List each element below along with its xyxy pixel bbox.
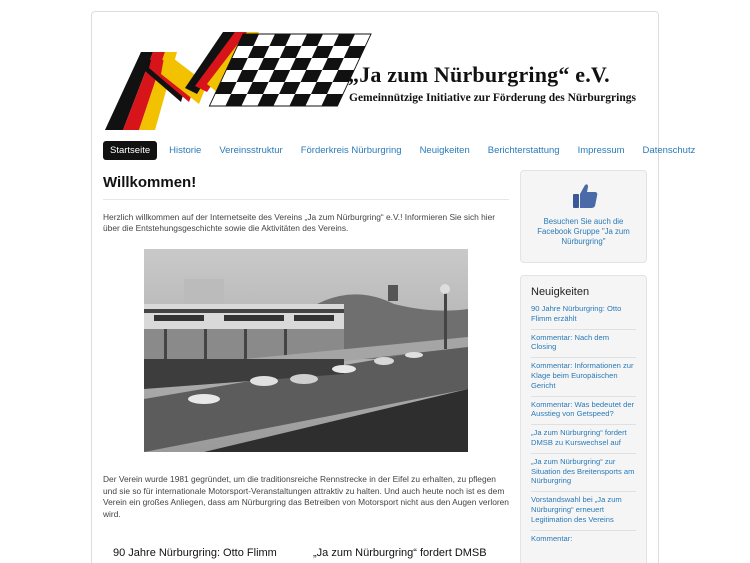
page-title: Willkommen! — [103, 174, 197, 191]
teaser-dmsb[interactable]: „Ja zum Nürburgring“ fordert DMSB — [313, 547, 487, 559]
news-item[interactable]: Kommentar: Was bedeutet der Ausstieg von Getspeed? — [531, 396, 636, 420]
news-title: Neuigkeiten — [531, 286, 590, 298]
news-item[interactable]: Kommentar: — [531, 530, 636, 544]
race-start-image — [144, 249, 468, 452]
facebook-link-text[interactable]: Besuchen Sie auch die Facebook Gruppe "Ja zum Nürburgring" — [537, 217, 630, 246]
news-item[interactable]: „Ja zum Nürburgring“ zur Situation des Breitensports am Nürburgring — [531, 453, 636, 486]
teaser-otto-flimm[interactable]: 90 Jahre Nürburgring: Otto Flimm — [113, 547, 277, 559]
nav-item-startseite[interactable]: Startseite — [103, 141, 157, 160]
news-item[interactable]: „Ja zum Nürburgring“ fordert DMSB zu Kurswechsel auf — [531, 424, 636, 448]
nav-item-impressum[interactable]: Impressum — [577, 145, 625, 156]
nav-item-neuigkeiten[interactable]: Neuigkeiten — [419, 145, 470, 156]
nav-item-foerderkreis[interactable]: Förderkreis Nürburgring — [300, 145, 402, 156]
intro-text: Herzlich willkommen auf der Internetseite des Vereins „Ja zum Nürburgring“ e.V.! Informieren Sie sich hier über die Entstehungsgeschichte sowie die Aktivitäten des Vereins. — [103, 212, 496, 233]
article-teasers — [113, 547, 509, 559]
news-item[interactable]: 90 Jahre Nürburgring: Otto Flimm erzählt — [531, 304, 622, 323]
news-item[interactable]: Kommentar: Nach dem Closing — [531, 329, 636, 353]
news-item[interactable]: Vorstandswahl bei „Ja zum Nürburgring“ erneuert Legitimation des Vereins — [531, 491, 636, 524]
body-text: Der Verein wurde 1981 gegründet, um die traditionsreiche Rennstrecke in der Eifel zu erhalten, zu pflegen und sie so für internationale Motorsport-Veranstaltungen attraktiv zu halten. Und auch heute noch ist es dem Verein ein großes Anliegen, dass am Nürburgring das Betreiben von Motorsport nicht aus den Augen verloren wird. — [103, 474, 509, 519]
title-divider — [103, 199, 509, 200]
news-item[interactable]: Kommentar: Informationen zur Klage beim Europäischen Gericht — [531, 357, 636, 390]
site-subtitle: Gemeinnützige Initiative zur Förderung des Nürburgrings — [349, 92, 636, 104]
main-nav — [103, 141, 713, 160]
news-box — [520, 275, 647, 563]
news-list — [531, 304, 636, 543]
main-content — [103, 174, 509, 559]
thumbs-up-icon — [571, 182, 599, 215]
nav-item-vereinsstruktur[interactable]: Vereinsstruktur — [219, 145, 283, 156]
historic-race-photo — [144, 249, 468, 452]
facebook-box[interactable] — [520, 170, 647, 263]
nav-item-datenschutz[interactable]: Datenschutz — [642, 145, 696, 156]
nav-item-berichterstattung[interactable]: Berichterstattung — [487, 145, 560, 156]
nav-item-historie[interactable]: Historie — [169, 145, 202, 156]
site-title: „Ja zum Nürburgring“ e.V. — [348, 62, 610, 87]
